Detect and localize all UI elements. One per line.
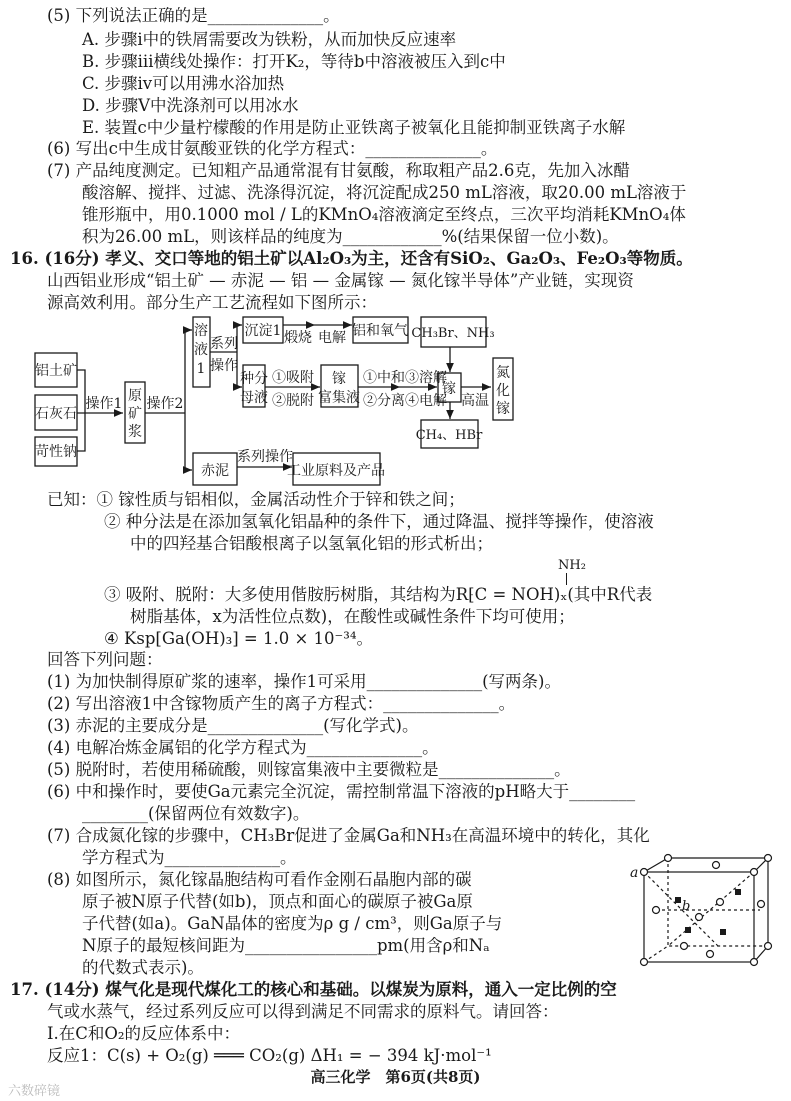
label-solution1: 溶: [194, 323, 208, 339]
label-mother-liquor: 母液: [240, 390, 268, 406]
q16-sub8-line2: 原子被N原子代替(如b)，顶点和面心的碳原子被Ga原: [82, 892, 473, 911]
q16-sub3: (3) 赤泥的主要成分是______________(写化学式)。: [47, 716, 419, 735]
label-electrolysis: 电解: [318, 330, 346, 346]
label-bauxite: 铝土矿: [35, 363, 77, 379]
known-4: ④ Ksp[Ga(OH)₃] = 1.0 × 10⁻³⁴。: [104, 629, 373, 648]
answer-prompt: 回答下列问题：: [47, 650, 163, 669]
label-adsorb: ①吸附: [272, 370, 314, 386]
q16-sub1: (1) 为加快制得原矿浆的速率，操作1可采用______________(写两条)。: [47, 672, 561, 691]
reaction-1: 反应1：C(s) + O₂(g) ═══ CO₂(g) ΔH₁ = − 394 kJ·mol⁻¹: [47, 1046, 492, 1065]
page-footer: 高三化学 第6页(共8页): [310, 1068, 481, 1086]
label-al-o2: 铝和氧气: [352, 323, 408, 339]
option-b: B. 步骤ⅲ横线处操作：打开K₂，等待b中溶液被压入到c中: [82, 52, 506, 71]
q15-sub7: (7) 产品纯度测定。已知粗产品通常混有甘氨酸，称取粗产品2.6克，先加入冰醋: [47, 161, 630, 180]
q16-sub8: (8) 如图所示，氮化镓晶胞结构可看作金刚石晶胞内部的碳: [47, 870, 472, 889]
atom-label-b: b: [682, 899, 691, 914]
label-industrial: 工业原料及产品: [287, 463, 385, 479]
label-gan: 氮: [496, 365, 510, 381]
q17-part1: Ⅰ.在C和O₂的反应体系中：: [47, 1024, 241, 1043]
atom-label-a: a: [630, 865, 639, 881]
label-high-temp: 高温: [461, 393, 489, 409]
known-3: ③ 吸附、脱附：大多使用偕胺肟树脂，其结构为R⁅C = NOH)ₓ(其中R代表: [104, 585, 653, 604]
nh2-group: NH₂: [558, 558, 586, 573]
label-gan: 镓: [496, 401, 510, 417]
q15-sub6: (6) 写出c中生成甘氨酸亚铁的化学方程式：______________。: [47, 139, 498, 158]
q16-intro-line3: 源高效利用。部分生产工艺流程如下图所示：: [47, 293, 377, 312]
label-solution1: 液: [194, 342, 208, 358]
gan-unit-cell-figure: [620, 850, 780, 970]
q17-intro: 17. (14分) 煤气化是现代煤化工的核心和基础。以煤炭为原料，通入一定比例的空: [10, 980, 617, 999]
label-slurry: 矿: [128, 406, 142, 422]
q16-sub6: (6) 中和操作时，要使Ga元素完全沉淀，需控制常温下溶液的pH略大于________: [47, 782, 636, 801]
q16-sub4: (4) 电解冶炼金属铝的化学方程式为______________。: [47, 738, 439, 757]
label-series-op: 操作: [210, 358, 238, 374]
option-d: D. 步骤Ⅴ中洗涤剂可以用冰水: [82, 96, 299, 115]
label-slurry: 浆: [128, 424, 142, 440]
label-mother-liquor: 种分: [240, 371, 268, 387]
watermark: 六数碎镜: [8, 1084, 61, 1099]
label-series-op2: 系列操作: [237, 449, 293, 465]
label-byproducts: CH₄、HBr: [415, 428, 483, 443]
q16-intro-line2: 山西铝业形成“铝土矿 — 赤泥 — 铝 — 金属镓 — 氮化镓半导体”产业链，实现资: [47, 271, 634, 290]
q17-intro-line2: 气或水蒸气，经过系列反应可以得到满足不同需求的原料气。请回答：: [47, 1002, 559, 1021]
q15-sub7-line3: 锥形瓶中，用0.1000 mol / L的KMnO₄溶液滴定至终点，三次平均消耗KMnO₄体: [82, 205, 686, 224]
label-gallium: 镓: [442, 381, 456, 397]
q16-sub8-line5: 的代数式表示)。: [82, 958, 204, 977]
label-slurry: 原: [128, 388, 142, 404]
option-c: C. 步骤ⅳ可以用沸水浴加热: [82, 74, 285, 93]
label-desorb: ②脱附: [272, 393, 314, 409]
q16-sub7: (7) 合成氮化镓的步骤中，CH₃Br促进了金属Ga和NH₃在高温环境中的转化，其化: [47, 826, 650, 845]
label-op1: 操作1: [85, 396, 123, 412]
label-series-op: 系列: [210, 336, 238, 352]
label-caustic-soda: 苛性钠: [35, 444, 77, 460]
q15-sub7-line4: 积为26.00 mL，则该样品的纯度为____________%(结果保留一位小数)。: [82, 227, 619, 246]
q16-sub5: (5) 脱附时，若使用稀硫酸，则镓富集液中主要微粒是______________。: [47, 760, 571, 779]
known-1: 已知：① 镓性质与铝相似，金属活动性介于锌和铁之间；: [47, 490, 465, 509]
label-calcine: 煅烧: [284, 330, 312, 346]
label-red-mud: 赤泥: [201, 463, 229, 479]
label-precipitate1: 沉淀1: [244, 323, 282, 339]
label-op2: 操作2: [146, 396, 184, 412]
label-reagents: CH₃Br、NH₃: [411, 326, 495, 341]
label-limestone: 石灰石: [35, 406, 77, 422]
label-steps-top: ①中和③溶解: [363, 370, 447, 386]
option-a: A. 步骤ⅰ中的铁屑需要改为铁粉，从而加快反应速率: [82, 30, 457, 49]
label-ga-rich: 富集液: [318, 390, 360, 406]
q16-sub8-line3: 子代替(如a)。GaN晶体的密度为ρ g / cm³，则Ga原子与: [82, 914, 503, 933]
option-e: E. 装置c中少量柠檬酸的作用是防止亚铁离子被氧化且能抑制亚铁离子水解: [82, 118, 626, 137]
label-ga-rich: 镓: [332, 371, 346, 387]
label-steps-bottom: ②分离④电解: [363, 393, 447, 409]
known-3-line2: 树脂基体，x为活性位点数)，在酸性或碱性条件下均可使用；: [130, 607, 575, 626]
process-flow-diagram: [0, 0, 791, 500]
q15-sub7-line2: 酸溶解、搅拌、过滤、洗涤得沉淀，将沉淀配成250 mL溶液，取20.00 mL溶液于: [82, 183, 687, 202]
label-gan: 化: [496, 383, 510, 399]
known-2-line2: 中的四羟基合铝酸根离子以氢氧化铝的形式析出；: [130, 534, 493, 553]
q16-sub7-line2: 学方程式为______________。: [82, 848, 297, 867]
label-solution1: 1: [196, 361, 206, 377]
q16-intro: 16. (16分) 孝义、交口等地的铝土矿以Al₂O₃为主，还含有SiO₂、Ga₂O₃、Fe₂O₃等物质。: [10, 249, 693, 268]
known-2: ② 种分法是在添加氢氧化铝晶种的条件下，通过降温、搅拌等操作，使溶液: [104, 512, 654, 531]
q16-sub2: (2) 写出溶液1中含镓物质产生的离子方程式：______________。: [47, 694, 516, 713]
q16-sub8-line4: N原子的最短核间距为________________pm(用含ρ和Nₐ: [82, 936, 490, 955]
q15-sub5: (5) 下列说法正确的是______________。: [47, 6, 340, 25]
q16-sub6-line2: ________(保留两位有效数字)。: [82, 804, 310, 823]
